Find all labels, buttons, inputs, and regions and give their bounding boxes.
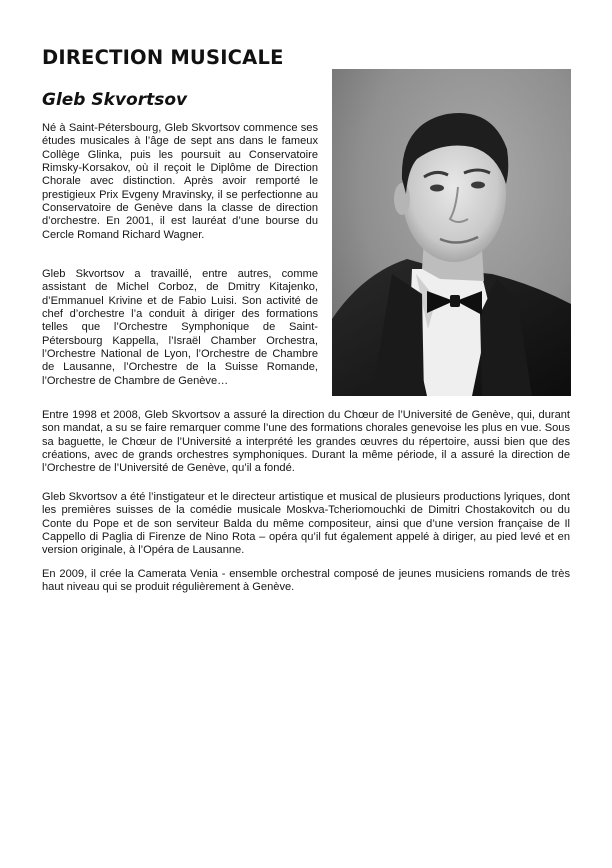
biography-paragraph: Gleb Skvortsov a travaillé, entre autres, comme assistant de Michel Corboz, de Dmitry Kitajenko, d’Emmanuel Krivine et de Fabio Luisi. Son activité de chef d’orchestre l’a conduit à diriger des formations telles que l’Orchestre Symphonique de Saint-Pétersbourg Kappella, l’Israël Chamber Orchestra, l’Orchestre National de Lyon, l’Orchestre de Chambre de Lausanne, l’Orchestre de la Suisse Romande, l’Orchestre de Chambre de Genève…: [42, 268, 318, 387]
biography-paragraph: Gleb Skvortsov a été l’instigateur et le directeur artistique et musical de plusieurs productions lyriques, dont les premières suisses de la comédie musicale Moskva-Tcheriomouchki de Dimitri Chostakovitch ou du Conte du Pope et de son serviteur Balda du même compositeur, ainsi que d’une version française de Il Cappello di Paglia di Firenze de Nino Rota – opéra qu’il fut également appelé à diriger, au pied levé et en version originale, à l’Opéra de Lausanne.: [42, 491, 570, 557]
biography-paragraph: Entre 1998 et 2008, Gleb Skvortsov a assuré la direction du Chœur de l’Université de Genève, qui, durant son mandat, a su se faire remarquer comme l’une des formations chorales genevoise les plus en vue. Sous sa baguette, le Chœur de l’Université a interprété les grandes œuvres du répertoire, aussi bien que des créations, avec de grands orchestres symphoniques. Durant la même période, il a assuré la direction de l’Orchestre de l’Université de Genève, qu’il a fondé.: [42, 409, 570, 475]
person-name: Gleb Skvortsov: [42, 90, 188, 110]
portrait-photo: [332, 69, 571, 396]
biography-paragraph: Né à Saint-Pétersbourg, Gleb Skvortsov commence ses études musicales à l’âge de sept ans dans le fameux Collège Glinka, puis les poursuit au Conservatoire Rimsky-Korsakov, où il reçoit le Diplôme de Direction Chorale avec distinction. Après avoir remporté le prestigieux Prix Evgeny Mravinsky, il se perfectionne au Conservatoire de Genève dans la classe de direction d’orchestre. En 2001, il est lauréat d’une bourse du Cercle Romand Richard Wagner.: [42, 122, 318, 241]
page-title: DIRECTION MUSICALE: [42, 46, 284, 69]
biography-paragraph: En 2009, il crée la Camerata Venia - ensemble orchestral composé de jeunes musiciens romands de très haut niveau qui se produit régulièrement à Genève.: [42, 568, 570, 594]
